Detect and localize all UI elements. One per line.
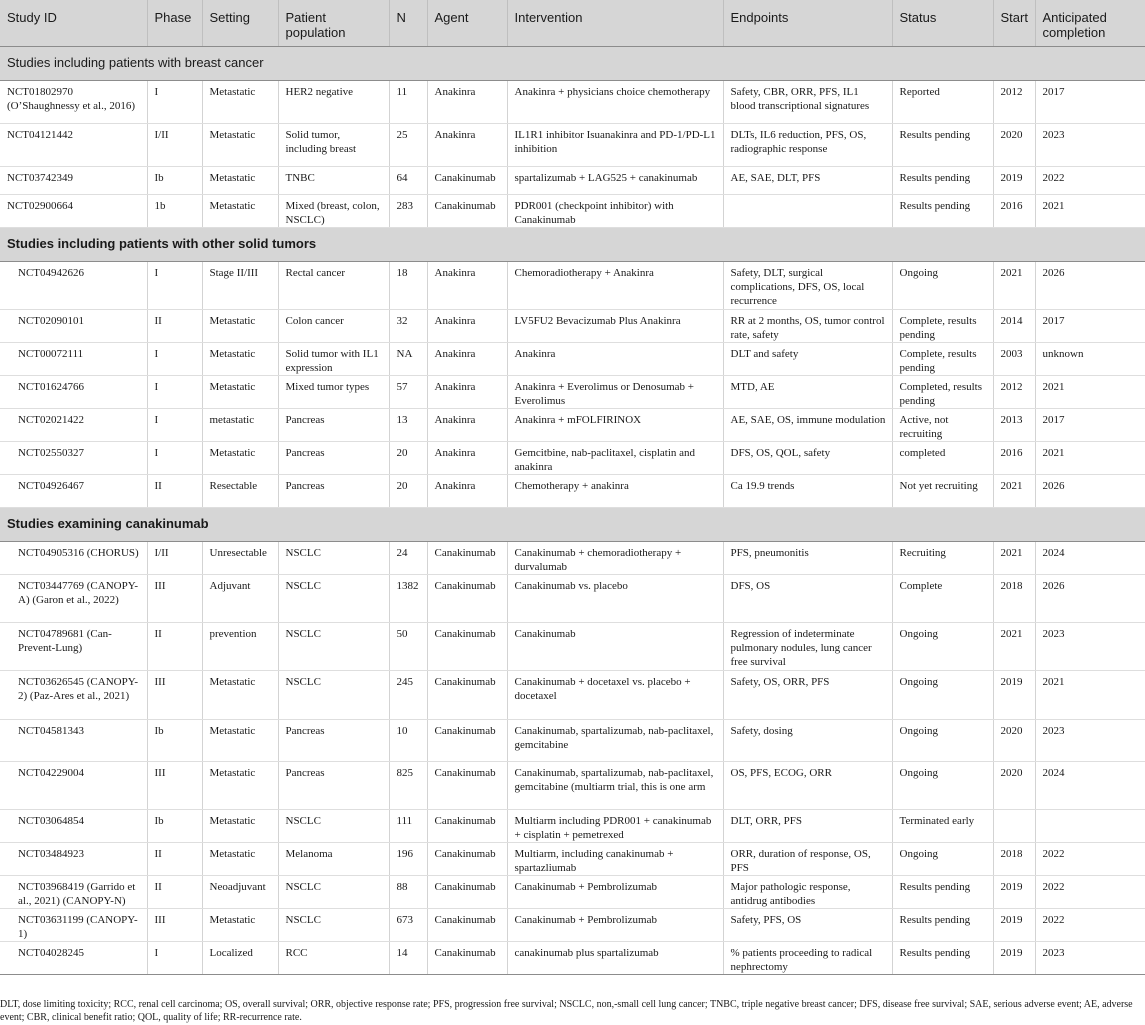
cell-intervention: Anakinra + physicians choice chemotherapy <box>507 80 723 123</box>
cell-agent: Canakinumab <box>427 908 507 941</box>
cell-study-id: NCT03447769 (CANOPY-A) (Garon et al., 2022) <box>0 574 147 622</box>
cell-n: 10 <box>389 719 427 761</box>
cell-phase: I/II <box>147 123 202 166</box>
cell-setting: Neoadjuvant <box>202 875 278 908</box>
cell-agent: Anakinra <box>427 309 507 342</box>
cell-status: Not yet recruiting <box>892 474 993 507</box>
table-row <box>0 541 1145 574</box>
cell-setting: Resectable <box>202 474 278 507</box>
cell-start: 2018 <box>993 574 1035 622</box>
cell-endpoints: Safety, PFS, OS <box>723 908 892 941</box>
cell-n: 245 <box>389 670 427 719</box>
cell-endpoints: AE, SAE, OS, immune modulation <box>723 408 892 441</box>
cell-status: Complete, results pending <box>892 342 993 375</box>
cell-patient-population: Pancreas <box>278 761 389 809</box>
cell-anticipated-completion: 2023 <box>1035 123 1145 166</box>
table-footnote: DLT, dose limiting toxicity; RCC, renal cell carcinoma; OS, overall survival; ORR, objective response rate; PFS, progression free survival; NSCLC, non,-small cell lung cancer; TNBC, triple negative breast cancer; DFS, disease free survival; SAE, serious adverse event; AE, adverse event; CBR, clinical benefit ratio; QOL, quality of life; RR-recurrence rate. <box>0 999 1133 1023</box>
table-row <box>0 574 1145 622</box>
cell-intervention: Canakinumab + Pembrolizumab <box>507 875 723 908</box>
cell-patient-population: NSCLC <box>278 908 389 941</box>
table-row <box>0 441 1145 474</box>
cell-agent: Anakinra <box>427 441 507 474</box>
cell-endpoints: AE, SAE, DLT, PFS <box>723 166 892 194</box>
cell-study-id: NCT04789681 (Can-Prevent-Lung) <box>0 622 147 670</box>
cell-study-id: NCT04942626 <box>0 261 147 309</box>
cell-anticipated-completion: 2026 <box>1035 574 1145 622</box>
table-row <box>0 166 1145 194</box>
cell-phase: Ib <box>147 719 202 761</box>
cell-start: 2020 <box>993 719 1035 761</box>
table-row <box>0 375 1145 408</box>
cell-status: Recruiting <box>892 541 993 574</box>
cell-phase: III <box>147 908 202 941</box>
cell-phase: III <box>147 670 202 719</box>
cell-endpoints: Ca 19.9 trends <box>723 474 892 507</box>
cell-agent: Canakinumab <box>427 574 507 622</box>
cell-anticipated-completion: 2026 <box>1035 474 1145 507</box>
cell-start: 2016 <box>993 441 1035 474</box>
cell-anticipated-completion: 2024 <box>1035 541 1145 574</box>
cell-agent: Canakinumab <box>427 166 507 194</box>
cell-setting: Metastatic <box>202 80 278 123</box>
cell-intervention: spartalizumab + LAG525 + canakinumab <box>507 166 723 194</box>
cell-setting: Metastatic <box>202 375 278 408</box>
cell-patient-population: TNBC <box>278 166 389 194</box>
cell-anticipated-completion: 2021 <box>1035 194 1145 227</box>
cell-agent: Anakinra <box>427 80 507 123</box>
cell-patient-population: NSCLC <box>278 574 389 622</box>
table-row <box>0 875 1145 908</box>
cell-anticipated-completion: 2022 <box>1035 875 1145 908</box>
cell-status: Ongoing <box>892 719 993 761</box>
cell-patient-population: RCC <box>278 941 389 974</box>
cell-setting: metastatic <box>202 408 278 441</box>
cell-start: 2019 <box>993 670 1035 719</box>
cell-endpoints: DLT, ORR, PFS <box>723 809 892 842</box>
cell-setting: Metastatic <box>202 309 278 342</box>
table-row <box>0 408 1145 441</box>
cell-start: 2019 <box>993 166 1035 194</box>
cell-status: Results pending <box>892 875 993 908</box>
cell-anticipated-completion: 2022 <box>1035 166 1145 194</box>
cell-n: 88 <box>389 875 427 908</box>
table-row <box>0 670 1145 719</box>
cell-setting: Unresectable <box>202 541 278 574</box>
cell-status: Results pending <box>892 941 993 974</box>
cell-intervention: canakinumab plus spartalizumab <box>507 941 723 974</box>
cell-intervention: Anakinra + mFOLFIRINOX <box>507 408 723 441</box>
cell-phase: I/II <box>147 541 202 574</box>
cell-status: Ongoing <box>892 261 993 309</box>
cell-agent: Canakinumab <box>427 941 507 974</box>
cell-status: Results pending <box>892 123 993 166</box>
cell-anticipated-completion: 2023 <box>1035 622 1145 670</box>
cell-anticipated-completion: 2021 <box>1035 670 1145 719</box>
cell-setting: Metastatic <box>202 670 278 719</box>
section-header-row <box>0 46 1145 80</box>
cell-setting: Metastatic <box>202 166 278 194</box>
cell-intervention: Anakinra + Everolimus or Denosumab + Everolimus <box>507 375 723 408</box>
cell-setting: Metastatic <box>202 809 278 842</box>
cell-phase: 1b <box>147 194 202 227</box>
cell-study-id: NCT01802970 (O’Shaughnessy et al., 2016) <box>0 80 147 123</box>
cell-setting: prevention <box>202 622 278 670</box>
table-row <box>0 194 1145 227</box>
cell-patient-population: NSCLC <box>278 622 389 670</box>
cell-phase: Ib <box>147 166 202 194</box>
table-row <box>0 80 1145 123</box>
cell-n: 57 <box>389 375 427 408</box>
cell-study-id: NCT03968419 (Garrido et al., 2021) (CANOPY-N) <box>0 875 147 908</box>
cell-study-id: NCT04229004 <box>0 761 147 809</box>
cell-status: Results pending <box>892 194 993 227</box>
section-title: Studies including patients with other solid tumors <box>0 227 1145 261</box>
cell-intervention: LV5FU2 Bevacizumab Plus Anakinra <box>507 309 723 342</box>
cell-intervention: Anakinra <box>507 342 723 375</box>
cell-anticipated-completion: 2021 <box>1035 375 1145 408</box>
cell-n: 32 <box>389 309 427 342</box>
cell-patient-population: Solid tumor with IL1 expression <box>278 342 389 375</box>
cell-phase: II <box>147 875 202 908</box>
cell-intervention: Multiarm including PDR001 + canakinumab + cisplatin + pemetrexed <box>507 809 723 842</box>
cell-intervention: Canakinumab + Pembrolizumab <box>507 908 723 941</box>
cell-n: NA <box>389 342 427 375</box>
cell-study-id: NCT04926467 <box>0 474 147 507</box>
header-intervention: Intervention <box>507 0 723 46</box>
cell-study-id: NCT02021422 <box>0 408 147 441</box>
cell-setting: Metastatic <box>202 123 278 166</box>
cell-start: 2012 <box>993 375 1035 408</box>
cell-anticipated-completion: 2017 <box>1035 80 1145 123</box>
cell-intervention: Canakinumab + chemoradiotherapy + durvalumab <box>507 541 723 574</box>
cell-setting: Metastatic <box>202 441 278 474</box>
cell-status: completed <box>892 441 993 474</box>
cell-patient-population: NSCLC <box>278 875 389 908</box>
cell-anticipated-completion <box>1035 809 1145 842</box>
cell-agent: Canakinumab <box>427 809 507 842</box>
cell-intervention: Gemcitbine, nab-paclitaxel, cisplatin and anakinra <box>507 441 723 474</box>
cell-study-id: NCT03626545 (CANOPY-2) (Paz-Ares et al., 2021) <box>0 670 147 719</box>
cell-setting: Metastatic <box>202 342 278 375</box>
cell-endpoints: DLTs, IL6 reduction, PFS, OS, radiographic response <box>723 123 892 166</box>
cell-status: Complete, results pending <box>892 309 993 342</box>
cell-agent: Anakinra <box>427 342 507 375</box>
header-patient-population: Patient population <box>278 0 389 46</box>
cell-intervention: Canakinumab vs. placebo <box>507 574 723 622</box>
section-header-row <box>0 507 1145 541</box>
cell-patient-population: NSCLC <box>278 809 389 842</box>
cell-patient-population: NSCLC <box>278 541 389 574</box>
header-study-id: Study ID <box>0 0 147 46</box>
cell-n: 24 <box>389 541 427 574</box>
cell-agent: Canakinumab <box>427 194 507 227</box>
cell-intervention: Canakinumab, spartalizumab, nab-paclitaxel, gemcitabine <box>507 719 723 761</box>
cell-study-id: NCT04121442 <box>0 123 147 166</box>
cell-status: Ongoing <box>892 670 993 719</box>
cell-agent: Anakinra <box>427 408 507 441</box>
cell-study-id: NCT02090101 <box>0 309 147 342</box>
cell-intervention: Chemotherapy + anakinra <box>507 474 723 507</box>
table-row <box>0 941 1145 974</box>
cell-phase: Ib <box>147 809 202 842</box>
header-anticipated-completion: Anticipated completion <box>1035 0 1145 46</box>
cell-n: 196 <box>389 842 427 875</box>
cell-start: 2021 <box>993 474 1035 507</box>
cell-status: Complete <box>892 574 993 622</box>
cell-n: 14 <box>389 941 427 974</box>
cell-agent: Canakinumab <box>427 541 507 574</box>
cell-endpoints: PFS, pneumonitis <box>723 541 892 574</box>
cell-setting: Metastatic <box>202 842 278 875</box>
cell-agent: Anakinra <box>427 375 507 408</box>
cell-start <box>993 809 1035 842</box>
cell-n: 111 <box>389 809 427 842</box>
cell-status: Completed, results pending <box>892 375 993 408</box>
cell-n: 11 <box>389 80 427 123</box>
cell-study-id: NCT01624766 <box>0 375 147 408</box>
cell-endpoints: Regression of indeterminate pulmonary nodules, lung cancer free survival <box>723 622 892 670</box>
cell-patient-population: Rectal cancer <box>278 261 389 309</box>
cell-endpoints: Safety, OS, ORR, PFS <box>723 670 892 719</box>
cell-patient-population: Colon cancer <box>278 309 389 342</box>
cell-status: Terminated early <box>892 809 993 842</box>
cell-study-id: NCT02900664 <box>0 194 147 227</box>
header-start: Start <box>993 0 1035 46</box>
cell-endpoints: OS, PFS, ECOG, ORR <box>723 761 892 809</box>
cell-status: Reported <box>892 80 993 123</box>
cell-endpoints <box>723 194 892 227</box>
table-row <box>0 622 1145 670</box>
cell-start: 2019 <box>993 908 1035 941</box>
cell-intervention: Chemoradiotherapy + Anakinra <box>507 261 723 309</box>
cell-anticipated-completion: unknown <box>1035 342 1145 375</box>
cell-patient-population: Melanoma <box>278 842 389 875</box>
table-row <box>0 342 1145 375</box>
cell-anticipated-completion: 2022 <box>1035 842 1145 875</box>
header-setting: Setting <box>202 0 278 46</box>
cell-patient-population: Pancreas <box>278 719 389 761</box>
cell-n: 825 <box>389 761 427 809</box>
table-row <box>0 261 1145 309</box>
cell-patient-population: Solid tumor, including breast <box>278 123 389 166</box>
cell-agent: Canakinumab <box>427 761 507 809</box>
cell-n: 20 <box>389 474 427 507</box>
cell-study-id: NCT04581343 <box>0 719 147 761</box>
cell-n: 673 <box>389 908 427 941</box>
cell-n: 50 <box>389 622 427 670</box>
cell-n: 18 <box>389 261 427 309</box>
cell-agent: Anakinra <box>427 123 507 166</box>
table-row <box>0 761 1145 809</box>
cell-start: 2016 <box>993 194 1035 227</box>
cell-intervention: Canakinumab + docetaxel vs. placebo + docetaxel <box>507 670 723 719</box>
cell-n: 283 <box>389 194 427 227</box>
cell-phase: II <box>147 842 202 875</box>
cell-study-id: NCT03484923 <box>0 842 147 875</box>
cell-setting: Metastatic <box>202 761 278 809</box>
cell-endpoints: MTD, AE <box>723 375 892 408</box>
cell-patient-population: Mixed tumor types <box>278 375 389 408</box>
cell-intervention: IL1R1 inhibitor Isuanakinra and PD-1/PD-L1 inhibition <box>507 123 723 166</box>
cell-start: 2020 <box>993 123 1035 166</box>
cell-agent: Canakinumab <box>427 719 507 761</box>
cell-setting: Adjuvant <box>202 574 278 622</box>
cell-endpoints: Safety, dosing <box>723 719 892 761</box>
cell-endpoints: DFS, OS <box>723 574 892 622</box>
cell-setting: Metastatic <box>202 719 278 761</box>
table-row <box>0 474 1145 507</box>
section-title: Studies examining canakinumab <box>0 507 1145 541</box>
cell-start: 2013 <box>993 408 1035 441</box>
cell-patient-population: Mixed (breast, colon, NSCLC) <box>278 194 389 227</box>
cell-start: 2014 <box>993 309 1035 342</box>
cell-anticipated-completion: 2023 <box>1035 941 1145 974</box>
cell-anticipated-completion: 2021 <box>1035 441 1145 474</box>
cell-endpoints: Safety, DLT, surgical complications, DFS, OS, local recurrence <box>723 261 892 309</box>
cell-patient-population: Pancreas <box>278 408 389 441</box>
cell-anticipated-completion: 2024 <box>1035 761 1145 809</box>
cell-start: 2021 <box>993 261 1035 309</box>
header-endpoints: Endpoints <box>723 0 892 46</box>
cell-endpoints: RR at 2 months, OS, tumor control rate, safety <box>723 309 892 342</box>
cell-endpoints: Safety, CBR, ORR, PFS, IL1 blood transcriptional signatures <box>723 80 892 123</box>
cell-n: 1382 <box>389 574 427 622</box>
cell-n: 13 <box>389 408 427 441</box>
cell-study-id: NCT00072111 <box>0 342 147 375</box>
table-row <box>0 123 1145 166</box>
table-row <box>0 908 1145 941</box>
cell-patient-population: Pancreas <box>278 474 389 507</box>
cell-start: 2020 <box>993 761 1035 809</box>
header-phase: Phase <box>147 0 202 46</box>
cell-intervention: Canakinumab, spartalizumab, nab-paclitaxel, gemcitabine (multiarm trial, this is one arm <box>507 761 723 809</box>
cell-agent: Canakinumab <box>427 670 507 719</box>
cell-intervention: Multiarm, including canakinumab + spartazliumab <box>507 842 723 875</box>
cell-start: 2003 <box>993 342 1035 375</box>
header-n: N <box>389 0 427 46</box>
cell-endpoints: % patients proceeding to radical nephrectomy <box>723 941 892 974</box>
cell-anticipated-completion: 2017 <box>1035 408 1145 441</box>
table-row <box>0 842 1145 875</box>
cell-endpoints: Major pathologic response, antidrug antibodies <box>723 875 892 908</box>
cell-status: Ongoing <box>892 761 993 809</box>
cell-phase: I <box>147 375 202 408</box>
cell-n: 25 <box>389 123 427 166</box>
cell-start: 2021 <box>993 622 1035 670</box>
cell-start: 2019 <box>993 875 1035 908</box>
cell-anticipated-completion: 2022 <box>1035 908 1145 941</box>
cell-setting: Metastatic <box>202 908 278 941</box>
cell-setting: Metastatic <box>202 194 278 227</box>
cell-phase: III <box>147 574 202 622</box>
table-row <box>0 309 1145 342</box>
cell-phase: II <box>147 622 202 670</box>
cell-anticipated-completion: 2026 <box>1035 261 1145 309</box>
cell-n: 64 <box>389 166 427 194</box>
cell-patient-population: Pancreas <box>278 441 389 474</box>
cell-agent: Canakinumab <box>427 842 507 875</box>
table-row <box>0 719 1145 761</box>
cell-study-id: NCT03631199 (CANOPY-1) <box>0 908 147 941</box>
header-status: Status <box>892 0 993 46</box>
cell-phase: I <box>147 80 202 123</box>
cell-agent: Canakinumab <box>427 622 507 670</box>
cell-phase: III <box>147 761 202 809</box>
cell-study-id: NCT03742349 <box>0 166 147 194</box>
cell-intervention: Canakinumab <box>507 622 723 670</box>
cell-anticipated-completion: 2017 <box>1035 309 1145 342</box>
cell-phase: I <box>147 441 202 474</box>
cell-patient-population: NSCLC <box>278 670 389 719</box>
cell-setting: Localized <box>202 941 278 974</box>
cell-start: 2019 <box>993 941 1035 974</box>
header-agent: Agent <box>427 0 507 46</box>
cell-patient-population: HER2 negative <box>278 80 389 123</box>
section-title: Studies including patients with breast cancer <box>0 46 1145 80</box>
cell-start: 2021 <box>993 541 1035 574</box>
cell-phase: II <box>147 474 202 507</box>
cell-phase: I <box>147 408 202 441</box>
cell-agent: Anakinra <box>427 261 507 309</box>
cell-study-id: NCT04028245 <box>0 941 147 974</box>
cell-agent: Canakinumab <box>427 875 507 908</box>
cell-phase: II <box>147 309 202 342</box>
cell-endpoints: DFS, OS, QOL, safety <box>723 441 892 474</box>
cell-status: Results pending <box>892 166 993 194</box>
cell-phase: I <box>147 261 202 309</box>
cell-setting: Stage II/III <box>202 261 278 309</box>
cell-phase: I <box>147 941 202 974</box>
cell-anticipated-completion: 2023 <box>1035 719 1145 761</box>
cell-status: Ongoing <box>892 622 993 670</box>
cell-intervention: PDR001 (checkpoint inhibitor) with Canakinumab <box>507 194 723 227</box>
cell-start: 2012 <box>993 80 1035 123</box>
cell-status: Ongoing <box>892 842 993 875</box>
cell-n: 20 <box>389 441 427 474</box>
cell-study-id: NCT02550327 <box>0 441 147 474</box>
cell-endpoints: ORR, duration of response, OS, PFS <box>723 842 892 875</box>
cell-agent: Anakinra <box>427 474 507 507</box>
cell-endpoints: DLT and safety <box>723 342 892 375</box>
cell-study-id: NCT03064854 <box>0 809 147 842</box>
cell-status: Active, not recruiting <box>892 408 993 441</box>
cell-status: Results pending <box>892 908 993 941</box>
cell-start: 2018 <box>993 842 1035 875</box>
table-row <box>0 809 1145 842</box>
cell-study-id: NCT04905316 (CHORUS) <box>0 541 147 574</box>
cell-phase: I <box>147 342 202 375</box>
section-header-row <box>0 227 1145 261</box>
header-row <box>0 0 1145 46</box>
